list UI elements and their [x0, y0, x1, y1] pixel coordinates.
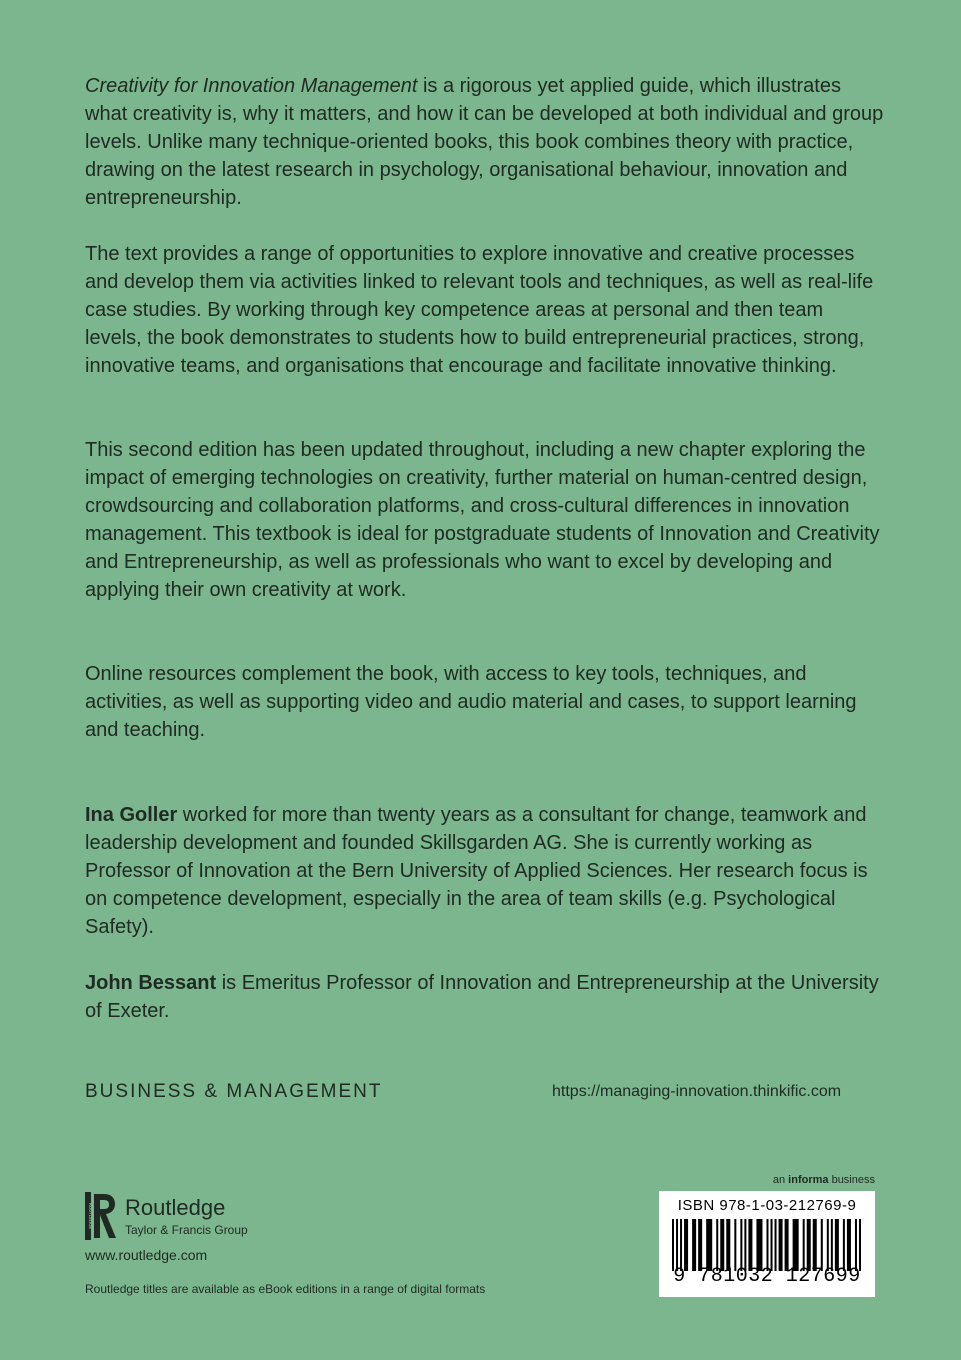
barcode-bar [748, 1219, 752, 1271]
isbn-label: ISBN 978-1-03-212769-9 [677, 1197, 857, 1214]
subject-category: BUSINESS & MANAGEMENT [85, 1081, 383, 1102]
routledge-logo [85, 1192, 285, 1242]
author-name-2: John Bessant [85, 972, 217, 994]
barcode-bar [771, 1219, 773, 1271]
publisher-website-link[interactable]: www.routledge.com [85, 1247, 208, 1263]
barcode-bar [821, 1219, 823, 1271]
author-bio-2-text: is Emeritus Professor of Innovation and Entrepreneurship at the University of Exeter. [85, 972, 879, 1022]
barcode-bar [720, 1219, 724, 1271]
barcode-bar [855, 1219, 857, 1271]
barcode-bar [680, 1219, 682, 1271]
barcode-bar [734, 1219, 736, 1271]
barcode-bar [676, 1219, 678, 1271]
author-bio-2 [85, 969, 885, 1025]
author-bio-1 [85, 801, 885, 941]
companion-website-link[interactable]: https://managing-innovation.thinkific.com [552, 1083, 842, 1100]
isbn-barcode [659, 1191, 875, 1297]
barcode-bar [672, 1219, 674, 1271]
description-paragraph-4: Online resources complement the book, with access to key tools, techniques, and activities, as well as supporting video and audio material and cases, to support learning and teaching. [85, 663, 857, 741]
barcode-bar [706, 1219, 712, 1271]
description-paragraph-1 [85, 72, 885, 212]
barcode-bar [785, 1219, 789, 1271]
routledge-r-logo-icon [85, 1192, 117, 1240]
barcode-bar [775, 1219, 777, 1271]
description-paragraph-2: The text provides a range of opportunities to explore innovative and creative processes and develop them via activities linked to relevant tools and techniques, as well as real-life case studies. By working through key competence areas at personal and then team levels, the book demonstrates to students how to build entrepreneurial practices, strong, innovative teams, and organisations that encourage and facilitate innovative thinking. [85, 243, 874, 377]
barcode-bar [847, 1219, 851, 1271]
publisher-name: Routledge [125, 1195, 226, 1220]
description-paragraph-3: This second edition has been updated throughout, including a new chapter exploring the impact of emerging technologies on creativity, further material on human-centred design, crowdsourcing and collaboration platforms, and cross-cultural differences in innovation management. This textbook is ideal for postgraduate students of Innovation and Creativity and Entrepreneurship, as well as professionals who want to excel by developing and applying their own creativity at work. [85, 439, 880, 601]
barcode-bar [843, 1219, 845, 1271]
ebook-note: Routledge titles are available as eBook editions in a range of digital formats [85, 1282, 486, 1296]
author-name-1: Ina Goller [85, 804, 178, 826]
barcode-digits: 9 781032 127699 [673, 1265, 861, 1288]
barcode-bar [684, 1219, 688, 1271]
barcode-bar [827, 1219, 829, 1271]
barcode-bar [766, 1219, 768, 1271]
barcode-bars [672, 1219, 863, 1271]
routledge-vertical-text: ROUTLEDGE [88, 1202, 94, 1230]
barcode-bar [807, 1219, 811, 1271]
book-title: Creativity for Innovation Management [85, 75, 418, 97]
barcode-bar [859, 1219, 861, 1271]
barcode-bar [793, 1219, 799, 1271]
barcode-bar [698, 1219, 702, 1271]
barcode-bar [831, 1219, 833, 1271]
barcode-bar [835, 1219, 839, 1271]
barcode-bar [756, 1219, 762, 1271]
barcode-bar [726, 1219, 730, 1271]
barcode-bar [716, 1219, 718, 1271]
barcode-bar [740, 1219, 742, 1271]
barcode-bar [744, 1219, 746, 1271]
barcode-bar [779, 1219, 783, 1271]
informa-business-label: an informa business [772, 1174, 875, 1186]
author-bio-1-text: worked for more than twenty years as a consultant for change, teamwork and leadership development and founded Skillsgarden AG. She is currently working as Professor of Innovation at the Bern University of Applied Sciences. Her research focus is on competence development, especially in the area of team skills (e.g. Psychological Safety). [85, 804, 868, 938]
barcode-bar [692, 1219, 696, 1271]
description-paragraph-1-text: is a rigorous yet applied guide, which illustrates what creativity is, why it matters, and how it can be developed at both individual and group levels. Unlike many technique-oriented books, this book combines theory with practice, drawing on the latest research in psychology, organisational behaviour, innovation and entrepreneurship. [85, 75, 884, 209]
publisher-group: Taylor & Francis Group [125, 1223, 248, 1237]
barcode-bar [803, 1219, 805, 1271]
informa-brand: informa [788, 1174, 829, 1186]
barcode-bar [813, 1219, 817, 1271]
